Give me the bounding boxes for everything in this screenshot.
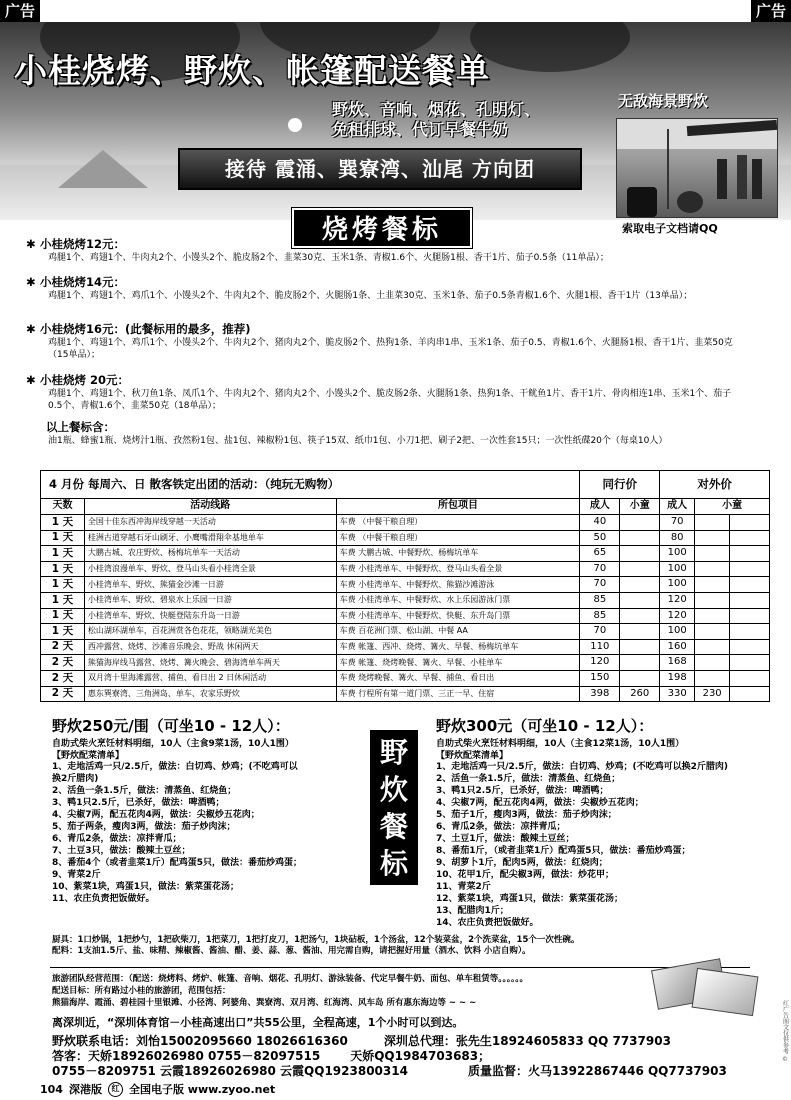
camp-item: 11、青菜2斤 xyxy=(436,881,491,892)
public-child-price xyxy=(695,624,730,640)
services-subline-2: 免租排球、代订早餐牛奶 xyxy=(332,120,509,139)
camp-item: 8、番茄4个（或者韭菜1斤）配鸡蛋5只，做法：番茄炒鸡蛋； xyxy=(52,858,303,868)
public-adult-price: 120 xyxy=(660,608,695,624)
peer-child-price xyxy=(620,515,660,531)
peer-child-price xyxy=(620,655,660,671)
camp-item: 8、番茄1斤，（或者韭菜1斤）配鸡蛋5只，做法：番茄炒鸡蛋； xyxy=(436,846,691,857)
peer-child-price xyxy=(620,670,660,686)
bbq-section-label: 烧烤餐标 xyxy=(292,208,472,248)
tour-included: 车费 帐篷、烧烤晚餐、篝火、早餐、小桂单车 xyxy=(336,655,580,671)
public-child-price-extra xyxy=(730,515,770,531)
public-child-price-extra xyxy=(730,655,770,671)
public-child-price xyxy=(695,515,730,531)
public-child-price-extra xyxy=(730,561,770,577)
public-child-price xyxy=(695,561,730,577)
camp-300-block xyxy=(436,717,756,930)
col-days: 天数 xyxy=(41,499,85,515)
public-adult-price: 70 xyxy=(660,515,695,531)
public-adult-price: 80 xyxy=(660,530,695,546)
camp-item: 换2斤腊肉) xyxy=(52,774,99,785)
page-number: 104 xyxy=(40,1082,63,1096)
tour-days: 1 天 xyxy=(41,561,85,577)
ad-tag-right: 广告 xyxy=(751,0,791,22)
public-child-price xyxy=(695,655,730,671)
public-child-price xyxy=(695,608,730,624)
public-adult-price: 100 xyxy=(660,561,695,577)
public-child-price-extra xyxy=(730,530,770,546)
reception-banner: 接待 霞涌、巽寮湾、汕尾 方向团 xyxy=(178,148,582,190)
public-child-price-extra xyxy=(730,608,770,624)
peer-price-header: 同行价 xyxy=(580,471,660,499)
peer-adult-price: 120 xyxy=(580,655,620,671)
public-adult-price: 168 xyxy=(660,655,695,671)
brochure-cards-image xyxy=(652,962,762,1018)
col-included: 所包项目 xyxy=(336,499,580,515)
tour-included: 车费 小桂湾单车、中餐野炊、熊猫沙滩游泳 xyxy=(336,577,580,593)
peer-adult-price: 70 xyxy=(580,561,620,577)
public-adult-price: 100 xyxy=(660,546,695,562)
package-20: ✱ 小桂烧烤 20元： 鸡腿1个、鸡翅1个、秋刀鱼1条、凤爪1个、牛肉丸2个、猪肉丸2个、小馒头2个、脆皮肠2条、火腿肠1条、热狗1条、干鱿鱼1片、香干1片、骨肉相连1串、玉米1个、茄子0.5个、青椒1.6个、韭菜50克（18单品）； xyxy=(40,373,740,412)
tour-days: 1 天 xyxy=(41,624,85,640)
public-child-price-extra xyxy=(730,577,770,593)
tour-row xyxy=(41,686,770,702)
page-title: 小桂烧烤、野炊、帐篷配送餐单 xyxy=(14,51,490,90)
peer-child-price xyxy=(620,530,660,546)
ad-tag-left: 广告 xyxy=(0,0,40,22)
camp-300-list-title: 【野炊配菜清单】 xyxy=(436,751,509,761)
camp-item: 1、走地活鸡一只/2.5斤，做法：白切鸡、炒鸡；(不吃鸡可以换2斤腊肉) xyxy=(436,762,728,773)
camp-item: 6、青瓜2条，做法：凉拌青瓜； xyxy=(436,822,566,833)
star-icon: ✱ xyxy=(26,373,36,387)
seasoning-line: 配料：1支油1.5斤、盐、味精、辣椒酱、酱油、醋、姜、蒜、葱、酱油、用完需自购，请把握好用量（酒水、饮料 小店自购）。 xyxy=(52,946,531,957)
tour-days: 1 天 xyxy=(41,577,85,593)
tour-row xyxy=(41,561,770,577)
photo-caption: 无敌海景野炊 xyxy=(618,92,709,110)
camp-item: 5、茄子1斤，瘦肉3两，做法：茄子炒肉沫； xyxy=(436,810,617,821)
tour-row xyxy=(41,530,770,546)
tour-included: 车费 小桂湾单车、中餐野炊、水上乐园游泳门票 xyxy=(336,592,580,608)
tour-route: 全国十佳东西冲海岸线穿越一天活动 xyxy=(84,515,336,531)
service-scope xyxy=(52,974,652,1010)
tour-route: 惠东巽寮湾、三角洲岛、单车、农家乐野炊 xyxy=(84,686,336,702)
col-child: 小童 xyxy=(620,499,660,515)
service-line: 旅游团队经营范围：（配送：烧烤料、烤炉、帐篷、音响、烟花、孔明灯、游泳装备、代定早餐牛奶、面包、单车租赁等。。。。。。 xyxy=(52,974,529,984)
tour-included: 车费 百花洲门票、松山湖、中餐 AA xyxy=(336,624,580,640)
campsite-photo xyxy=(616,118,778,218)
tour-row xyxy=(41,546,770,562)
camp-item: 6、青瓜2条，做法：凉拌青瓜； xyxy=(52,834,182,845)
tour-days: 1 天 xyxy=(41,515,85,531)
brand-logo-icon: 红 xyxy=(108,1082,123,1097)
site-link[interactable]: 全国电子版 www.zyoo.net xyxy=(128,1082,276,1096)
camp-item: 3、鸭1只2.5斤，已杀好，做法：啤酒鸭； xyxy=(436,786,609,797)
tools-line: 厨具：1口炒锅，1把炒勺，1把砍柴刀，1把菜刀，1把打皮刀，1把汤勺，1块砧板，1个汤盆，12个装菜盆，2个洗菜盆，15个一次性碗。 xyxy=(52,935,580,945)
page-footer xyxy=(40,1082,275,1097)
peer-adult-price: 110 xyxy=(580,639,620,655)
service-line: 配送目标：所有路过小桂的旅游团，范围包括： xyxy=(52,985,231,996)
package-items: 鸡腿1个、鸡翅1个、牛肉丸2个、小馒头2个、脆皮肠2个、韭菜30克、玉米1条、青椒1.6个、火腿肠1根、香干1片、茄子0.5条（11单品）； xyxy=(48,253,609,264)
public-adult-price: 100 xyxy=(660,577,695,593)
camp-300-title: 野炊300元（可坐10 - 12人）： xyxy=(436,717,654,735)
services-subline-1: 野炊、音响、烟花、孔明灯、 xyxy=(332,100,541,119)
tour-days: 2 天 xyxy=(41,670,85,686)
side-note: 红广告图文仅供参考 © xyxy=(781,1000,789,1063)
edition: 深港版 xyxy=(68,1082,102,1096)
camp-item: 7、土豆1斤，做法：酸辣土豆丝； xyxy=(436,834,575,845)
tour-route: 西冲露营、烧烤、沙滩音乐晚会、野战 休闲两天 xyxy=(84,639,336,655)
tour-row xyxy=(41,670,770,686)
camp-250-list-title: 【野炊配菜清单】 xyxy=(52,751,125,761)
tour-route: 大鹏古城、农庄野炊、杨梅坑单车一天活动 xyxy=(84,546,336,562)
tour-row xyxy=(41,577,770,593)
peer-child-price xyxy=(620,639,660,655)
tour-row xyxy=(41,608,770,624)
peer-child-price: 260 xyxy=(620,686,660,702)
camp-item: 10、花甲1斤，配尖椒3两，做法：炒花甲； xyxy=(436,869,615,880)
package-items: 鸡腿1个、鸡翅1个、鸡爪1个、小馒头2个、牛肉丸2个、猪肉丸2个、脆皮肠2个、热狗1条、羊肉串1串、玉米1条、茄子0.5、青椒1.6个、火腿肠1根、香干1片、韭菜50克（15单品）； xyxy=(48,338,733,360)
tour-included: 车费 小桂湾单车、中餐野炊、快艇、东升岛门票 xyxy=(336,608,580,624)
tour-included: 车费 行程所有第一道门票、三正一早、住宿 xyxy=(336,686,580,702)
public-child-price xyxy=(695,577,730,593)
peer-child-price xyxy=(620,546,660,562)
public-child-price-extra xyxy=(730,670,770,686)
package-14: ✱ 小桂烧烤14元： 鸡腿1个、鸡翅1个、鸡爪1个、小馒头2个、牛肉丸2个、脆皮肠2个、火腿肠1条、土韭菜30克、玉米1条、茄子0.5条青椒1.6个、火腿1根、香干1片（13单品）； xyxy=(40,275,740,303)
public-adult-price: 100 xyxy=(660,624,695,640)
peer-adult-price: 65 xyxy=(580,546,620,562)
tour-days: 2 天 xyxy=(41,655,85,671)
peer-adult-price: 50 xyxy=(580,530,620,546)
camp-label-text: 野炊餐标 xyxy=(379,736,408,880)
camp-250-block xyxy=(52,717,382,906)
star-icon: ✱ xyxy=(26,275,36,289)
camp-item: 11、农庄负责把饭做好。 xyxy=(52,893,155,904)
kitchen-tools xyxy=(52,935,752,957)
tour-row xyxy=(41,624,770,640)
camp-item: 3、鸭1只2.5斤，已杀好，做法：啤酒鸭； xyxy=(52,798,225,809)
public-child-price: 230 xyxy=(695,686,730,702)
tour-included: 车费 烧烤晚餐、篝火、早餐、捕鱼、看日出 xyxy=(336,670,580,686)
camp-300-desc: 自助式柴火烹饪材料明细，10人（主食12菜1汤，10人1围） xyxy=(436,738,685,749)
peer-adult-price: 150 xyxy=(580,670,620,686)
package-16: ✱ 小桂烧烤16元：(此餐标用的最多，推荐) 鸡腿1个、鸡翅1个、鸡爪1个、小馒头2个、牛肉丸2个、猪肉丸2个、脆皮肠2个、热狗1条、羊肉串1串、玉米1条、茄子0.5、青椒1.6个、火腿肠1根、香干1片、韭菜50克（15单品）； xyxy=(40,322,740,361)
public-child-price xyxy=(695,530,730,546)
public-child-price-extra xyxy=(730,686,770,702)
peer-adult-price: 70 xyxy=(580,577,620,593)
tour-days: 2 天 xyxy=(41,686,85,702)
camp-250-desc: 自助式柴火烹饪材料明细，10人（主食9菜1汤，10人1围） xyxy=(52,738,294,749)
public-child-price xyxy=(695,592,730,608)
peer-adult-price: 40 xyxy=(580,515,620,531)
public-child-price-extra xyxy=(730,546,770,562)
tour-included: 车费 大鹏古城、中餐野炊、杨梅坑单车 xyxy=(336,546,580,562)
tour-route: 桂洲古道穿越石牙山刷牙、小鹰嘴滑翔伞基地单车 xyxy=(84,530,336,546)
peer-child-price xyxy=(620,624,660,640)
sparkle-icon xyxy=(288,118,302,132)
col-adult: 成人 xyxy=(660,499,695,515)
camp-item: 13、配腊肉1斤； xyxy=(436,905,509,916)
camp-item: 7、土豆3只，做法：酸辣土豆丝； xyxy=(52,846,191,857)
camp-item: 2、活鱼一条1.5斤，做法：清蒸鱼、红烧鱼； xyxy=(52,786,237,797)
camp-item: 4、尖椒7两，配五花肉4两，做法：尖椒炒五花肉； xyxy=(52,810,260,821)
divider xyxy=(50,967,750,968)
tour-table xyxy=(40,470,770,702)
tour-route: 小桂湾单车、野炊、碧泉水上乐园一日游 xyxy=(84,592,336,608)
peer-adult-price: 85 xyxy=(580,608,620,624)
camp-item: 12、紫菜1块，鸡蛋1只，做法：紫菜蛋花汤； xyxy=(436,893,624,904)
public-child-price-extra xyxy=(730,592,770,608)
package-items: 油1瓶、蜂蜜1瓶、烧烤汁1瓶、孜然粉1包、盐1包、辣椒粉1包、筷子15双、纸巾1包、小刀1把、刷子2把、一次性套15只；一次性纸碟20个（每桌10人） xyxy=(48,436,668,447)
camp-item: 1、走地活鸡一只/2.5斤，做法：白切鸡、炒鸡；(不吃鸡可以 xyxy=(52,762,298,773)
tour-route: 松山湖环湖单车，百花洲赏各色花花，领略湖光美色 xyxy=(84,624,336,640)
package-items: 鸡腿1个、鸡翅1个、鸡爪1个、小馒头2个、牛肉丸2个、脆皮肠2个、火腿肠1条、土韭菜30克、玉米1条、茄子0.5条青椒1.6个、火腿1根、香干1片（13单品）； xyxy=(48,291,693,302)
tour-route: 小桂湾浪漫单车、野炊、登马山头看小桂湾全景 xyxy=(84,561,336,577)
peer-child-price xyxy=(620,592,660,608)
peer-adult-price: 70 xyxy=(580,624,620,640)
tour-row xyxy=(41,592,770,608)
camp-item: 4、尖椒7两，配五花肉4两，做法：尖椒炒五花肉； xyxy=(436,798,644,809)
peer-adult-price: 85 xyxy=(580,592,620,608)
tour-included: 车费 （中餐干粮自理） xyxy=(336,530,580,546)
tour-included: 车费 帐篷、西冲、烧烤、篝火、早餐、杨梅坑单车 xyxy=(336,639,580,655)
tour-route: 熊猫海岸线马露营、烧烤、篝火晚会、碧海湾单车两天 xyxy=(84,655,336,671)
peer-child-price xyxy=(620,577,660,593)
distance-note: 离深圳近，“深圳体育馆－小桂高速出口”共55公里，全程高速，1个小时可以到达。 xyxy=(52,1016,464,1029)
col-adult: 成人 xyxy=(580,499,620,515)
camp-section-label xyxy=(370,730,418,885)
star-icon: ✱ xyxy=(26,322,36,336)
camp-250-title: 野炊250元/围（可坐10 - 12人）： xyxy=(52,717,290,735)
public-adult-price: 198 xyxy=(660,670,695,686)
public-price-header: 对外价 xyxy=(660,471,770,499)
public-child-price-extra xyxy=(730,639,770,655)
tour-row xyxy=(41,515,770,531)
tour-days: 2 天 xyxy=(41,639,85,655)
public-child-price xyxy=(695,670,730,686)
tour-row xyxy=(41,655,770,671)
tour-table-title: 4 月份 每周六、日 散客铁定出团的活动：（纯玩无购物） xyxy=(41,471,580,499)
public-child-price xyxy=(695,546,730,562)
tour-days: 1 天 xyxy=(41,546,85,562)
peer-adult-price: 398 xyxy=(580,686,620,702)
tour-included: 车费 小桂湾单车、中餐野炊、登马山头看全景 xyxy=(336,561,580,577)
peer-child-price xyxy=(620,561,660,577)
tour-days: 1 天 xyxy=(41,592,85,608)
tour-included: 车费 （中餐干粮自理） xyxy=(336,515,580,531)
public-child-price xyxy=(695,639,730,655)
tour-days: 1 天 xyxy=(41,530,85,546)
camp-item: 5、茄子两条，瘦肉3两，做法：茄子炒肉沫； xyxy=(52,822,236,833)
contact-line: 答客：天娇18926026980 0755－82097515 天娇QQ1984703683； xyxy=(52,1049,491,1063)
public-adult-price: 330 xyxy=(660,686,695,702)
tour-days: 1 天 xyxy=(41,608,85,624)
public-child-price-extra xyxy=(730,624,770,640)
contact-line: 0755－8209751 云霞18926026980 云霞QQ1923800314 质量监督：火马13922867446 QQ7737903 xyxy=(52,1064,727,1078)
qq-note: 索取电子文档请QQ xyxy=(622,222,718,235)
contact-line: 野炊联系电话：刘怡15002095660 18026616360 深圳总代理：张先生18924605833 QQ 7737903 xyxy=(52,1034,671,1048)
camp-item: 10、紫菜1块，鸡蛋1只，做法：紫菜蛋花汤； xyxy=(52,881,240,892)
tour-route: 双月湾十里海滩露营、捕鱼、看日出 2 日休闲活动 xyxy=(84,670,336,686)
camp-item: 14、农庄负责把饭做好。 xyxy=(436,917,539,928)
package-12: ✱ 小桂烧烤12元： 鸡腿1个、鸡翅1个、牛肉丸2个、小馒头2个、脆皮肠2个、韭菜30克、玉米1条、青椒1.6个、火腿肠1根、香干1片、茄子0.5条（11单品）； xyxy=(40,237,740,265)
service-line: 熊猫海岸、霞涌、碧桂园十里银滩、小径湾、阿婆角、巽寮湾、双月湾、红海湾、风车岛 所有惠东海边等 ~ ~ ~ xyxy=(52,997,477,1008)
camp-item: 9、胡萝卜1斤，配肉5两，做法：红烧肉； xyxy=(436,858,608,868)
package-includes: 以上餐标含： 油1瓶、蜂蜜1瓶、烧烤汁1瓶、孜然粉1包、盐1包、辣椒粉1包、筷子15双、纸巾1包、小刀1把、刷子2把、一次性套15只；一次性纸碟20个（每桌10人） xyxy=(40,420,740,448)
package-items: 鸡腿1个、鸡翅1个、秋刀鱼1条、凤爪1个、牛肉丸2个、猪肉丸2个、小馒头2个、脆皮肠2条、火腿肠1条、热狗1条、干鱿鱼1片、香干1片、骨肉相连1串、玉米1个、茄子0.5个、青椒1.6个、韭菜50克（18单品）； xyxy=(48,389,732,411)
public-adult-price: 160 xyxy=(660,639,695,655)
camp-item: 9、青菜2斤 xyxy=(52,869,101,880)
tour-row xyxy=(41,639,770,655)
tour-route: 小桂湾单车、野炊、快艇登陆东升岛一日游 xyxy=(84,608,336,624)
public-adult-price: 120 xyxy=(660,592,695,608)
tour-route: 小桂湾单车、野炊、熊猫金沙滩一日游 xyxy=(84,577,336,593)
star-icon: ✱ xyxy=(26,237,36,251)
peer-child-price xyxy=(620,608,660,624)
col-route: 活动线路 xyxy=(84,499,336,515)
col-child: 小童 xyxy=(695,499,770,515)
camp-item: 2、活鱼一条1.5斤，做法：清蒸鱼、红烧鱼； xyxy=(436,774,621,785)
